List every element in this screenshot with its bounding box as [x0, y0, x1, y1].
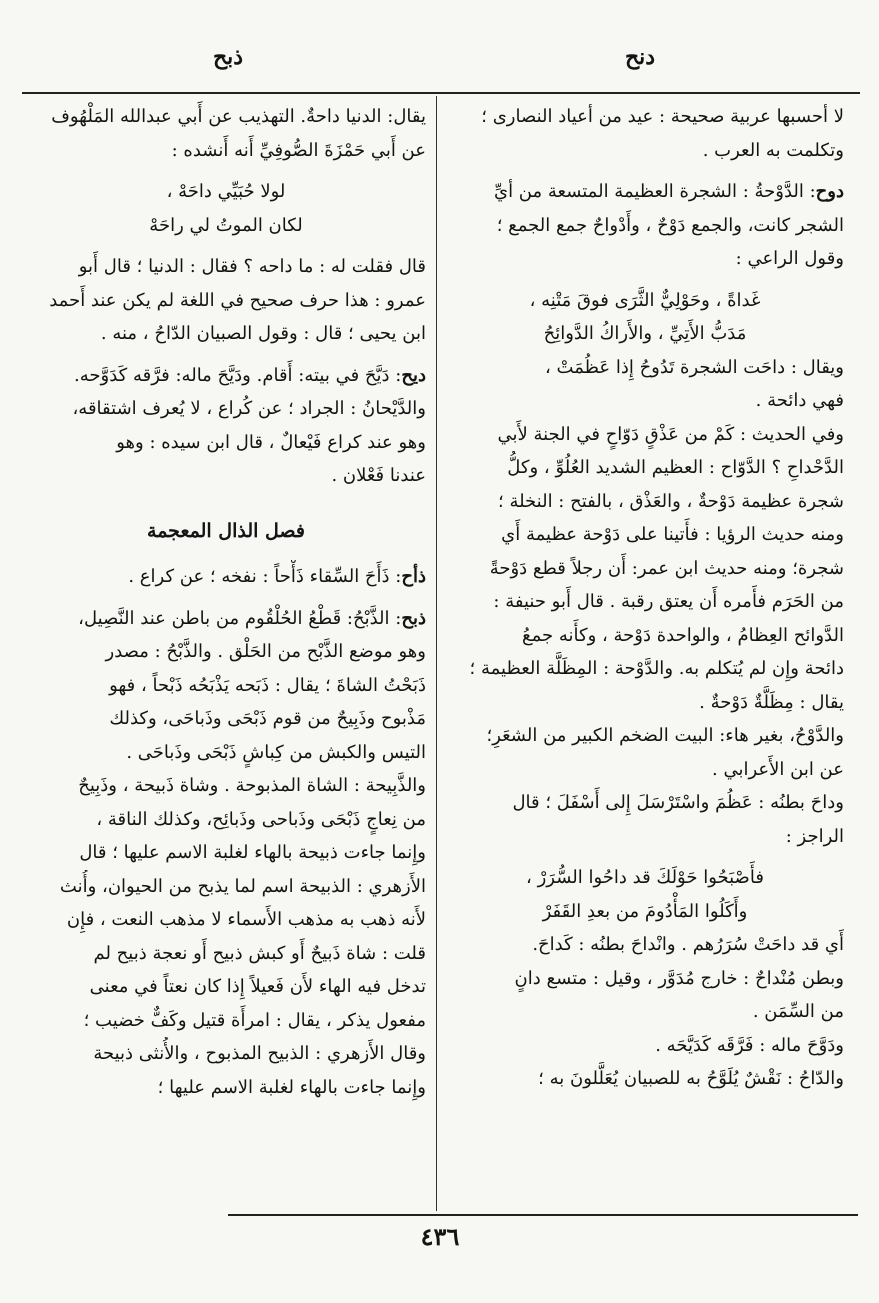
- text-line: وإِنما جاءت بالهاء لغلبة الاسم عليها ؛: [157, 1076, 426, 1098]
- text-line: لأَنه ذهب به مذهب الأَسماء لا مذهب النعت ، فإِن: [66, 909, 426, 930]
- text-line: ذَبَحْتُ الشاةَ ؛ يقال : ذَبَحه يَذْبَحُه ذَبْحاً ، فهو: [109, 674, 426, 696]
- verse-line: غَداةً ، وحَوْلِيٌّ الثَّرَى فوقَ مَتْنِه ،: [529, 289, 761, 311]
- text-line: وقول الراعي :: [735, 248, 844, 269]
- left-column: [26, 100, 426, 1104]
- section-heading: فصل الذال المعجمة: [147, 519, 305, 542]
- verse-line: مَدَبُّ الأَتِيِّ ، والأَراكُ الدَّوائِحُ: [543, 323, 747, 344]
- text-line: ومنه حديث الرؤيا : فأَتينا على دَوْحة عظيمة أَي: [501, 524, 844, 545]
- entry-dhah: [26, 560, 426, 594]
- entry-head-dhah: ذأح: [401, 566, 426, 587]
- text-line: مَذْبوح وذَبِيحٌ من قوم ذَبْحَى وذَباحَى، وكذلك: [109, 708, 426, 729]
- text-line: فهي دائحة .: [755, 390, 844, 411]
- entry-head-dwh: دوح: [815, 181, 844, 202]
- text-line: والذَّبِيحة : الشاة المذبوحة . وشاة ذَبيحة ، وذَبِيحٌ: [78, 775, 426, 796]
- entry-head-dhbh: ذبح: [401, 607, 426, 629]
- bottom-rule: [228, 1214, 858, 1216]
- text-line: الدَّوائح العِظامُ ، والواحدة دَوْحة ، وكأَنه جمعُ: [522, 624, 844, 646]
- text-line: الشجر كانت، والجمع دَوْحٌ ، وأَدْواحٌ جمع الجمع ؛: [496, 214, 844, 236]
- text-line: والدّاحُ : نَقْشٌ يُلَوَّحُ به للصبيان يُعَلَّلونَ به ؛: [538, 1068, 844, 1089]
- text-line: قال فقلت له : ما داحه ؟ فقال : الدنيا ؛ قال أَبو: [78, 256, 426, 277]
- text-line: وتكلمت به العرب .: [702, 139, 844, 161]
- text-line: ابن يحيى ؛ قال : وقول الصبيان الدّاحُ ، منه .: [100, 323, 426, 344]
- text-line: الدَّحْداحِ ؟ الدَّوّاح : العظيم الشديد العُلُوِّ ، وكلُّ: [507, 457, 844, 478]
- text-line: أَي قد داحَتْ سُرَرُهم . وانْداحَ بطنُه : كَداحَ.: [532, 934, 844, 955]
- text-line: من الحَرَم فأَمره أَن يعتق رقبة . قال أَبو حنيفة :: [493, 591, 844, 612]
- text-line: وإِنما جاءت ذبيحة بالهاء لغلبة الاسم عليها ؛ قال: [79, 842, 426, 863]
- text-line: الأَزهري : الذبيحة اسم لما يذبح من الحيوان، وأُنث: [59, 875, 426, 897]
- top-rule: [22, 92, 860, 94]
- text-line: تدخل فيه الهاء لأَن فَعيلاً إِذا كان نعتاً في معنى: [89, 976, 426, 997]
- text-line: وبطن مُنْداحٌ : خارج مُدَوَّر ، وقيل : متسع دانٍ: [514, 967, 844, 989]
- text-line: وهو عند كراع فَيْعالٌ ، قال ابن سيده : وهو: [116, 431, 426, 453]
- text-line: وهو موضع الذَّبْح من الحَلْق . والذَّبْحُ : مصدر: [105, 641, 426, 662]
- text-line: : الدَّوْحةُ : الشجرة العظيمة المتسعة من أيِّ: [493, 181, 816, 202]
- text-line: عندنا فَعْلان .: [331, 465, 426, 486]
- page-number: ٤٣٦: [420, 1222, 460, 1251]
- text-line: والدَّوْحُ، بغير هاء: البيت الضخم الكبير من الشعَرِ؛: [486, 725, 844, 746]
- header-guide-word-right: دنح: [624, 44, 656, 70]
- text-line: : ذَأَحَ السِّقاء ذَأْحاً : نفخه ؛ عن كراع .: [128, 566, 402, 587]
- verse-line: لولا حُبَيِّي داحَهْ ،: [166, 181, 286, 202]
- text-line: يقال: الدنيا داحةٌ. التهذيب عن أَبي عبدالله المَلْهُوف: [51, 106, 426, 127]
- text-line: : دَيَّحَ في بيته: أَقام. ودَيَّحَ ماله: فرَّقه كَدَوَّحه.: [74, 364, 402, 386]
- text-line: عن ابن الأَعرابي .: [712, 758, 844, 780]
- text-line: الراجز :: [785, 825, 844, 847]
- text-line: : الذَّبْحُ: قَطْعُ الحُلْقُوم من باطن عند النَّصِيل،: [78, 607, 402, 629]
- text-line: عن أَبي حَمْزَةَ الصُّوفِيِّ أَنه أَنشده :: [171, 139, 426, 161]
- text-line: شجرة عظيمة دَوْحةٌ ، والعَذْق ، بالفتح : النخلة ؛: [498, 490, 844, 512]
- entry-head-dyh: ديح: [401, 364, 426, 386]
- text-line: مفعول يذكر ، يقال : امرأَة قتيل وكَفٌّ خضيب ؛: [83, 1009, 426, 1031]
- column-divider: [436, 96, 437, 1211]
- text-line: دائحة وإِن لم يُتكلم به. والدَّوْحة : المِظَلَّة العظيمة ؛: [469, 658, 844, 679]
- text-line: من السِّمَن .: [752, 1001, 844, 1022]
- header-guide-word-left: ذبح: [212, 44, 244, 70]
- text-line: قلت : شاة ذَبيحٌ أَو كبش ذبيح أَو نعجة ذبيح لم: [93, 942, 426, 964]
- text-line: ودَوَّحَ ماله : فَرَّقَه كَدَيَّحَه .: [655, 1034, 844, 1056]
- text-line: وداحَ بطنُه : عَظُمَ واسْتَرْسَلَ إِلى أَسْفَلَ ؛ قال: [512, 792, 844, 813]
- entry-dwh: [446, 175, 844, 209]
- text-line: وفي الحديث : كَمْ من عَذْقٍ دَوّاحٍ في الجنة لأَبي: [497, 423, 844, 445]
- text-line: ويقال : داحَت الشجرة تَدُوحُ إِذا عَظُمَتْ ،: [544, 356, 844, 378]
- text-line: لا أحسبها عربية صحيحة : عيد من أعياد النصارى ؛: [481, 106, 844, 127]
- text-line: يقال : مِظَلَّةٌ دَوْحةٌ .: [699, 691, 844, 713]
- right-column: [446, 100, 844, 1096]
- entry-dyh: [26, 359, 426, 393]
- text-line: شجرة؛ ومنه حديث ابن عمر: أَن رجلاً قطع دَوْحةً: [489, 557, 844, 579]
- text-line: والدَّيْحانُ : الجراد ؛ عن كُراع ، لا يُعرف اشتقاقه،: [72, 398, 426, 419]
- text-line: من نِعاجٍ ذَبْحَى وذَباحى وذَبائِح، وكذلك الناقة ،: [96, 808, 426, 830]
- entry-dhbh: [26, 602, 426, 636]
- verse-line: لكان الموتُ لي راحَهْ: [149, 214, 303, 236]
- verse-line: فأَصْبَحُوا حَوْلَكَ قد داحُوا السُّرَرْ ،: [526, 867, 764, 888]
- text-line: عمرو : هذا حرف صحيح في اللغة لم يكن عند أَحمد: [49, 289, 426, 311]
- text-line: وقال الأَزهري : الذبيح المذبوح ، والأُنثى ذبيحة: [93, 1043, 426, 1064]
- text-line: التيس والكبش من كِباشٍ ذَبْحَى وذَباحَى .: [126, 741, 426, 763]
- verse-line: وأَكَلُوا المَأْدُومَ من بعدِ القَفَرْ: [542, 900, 748, 922]
